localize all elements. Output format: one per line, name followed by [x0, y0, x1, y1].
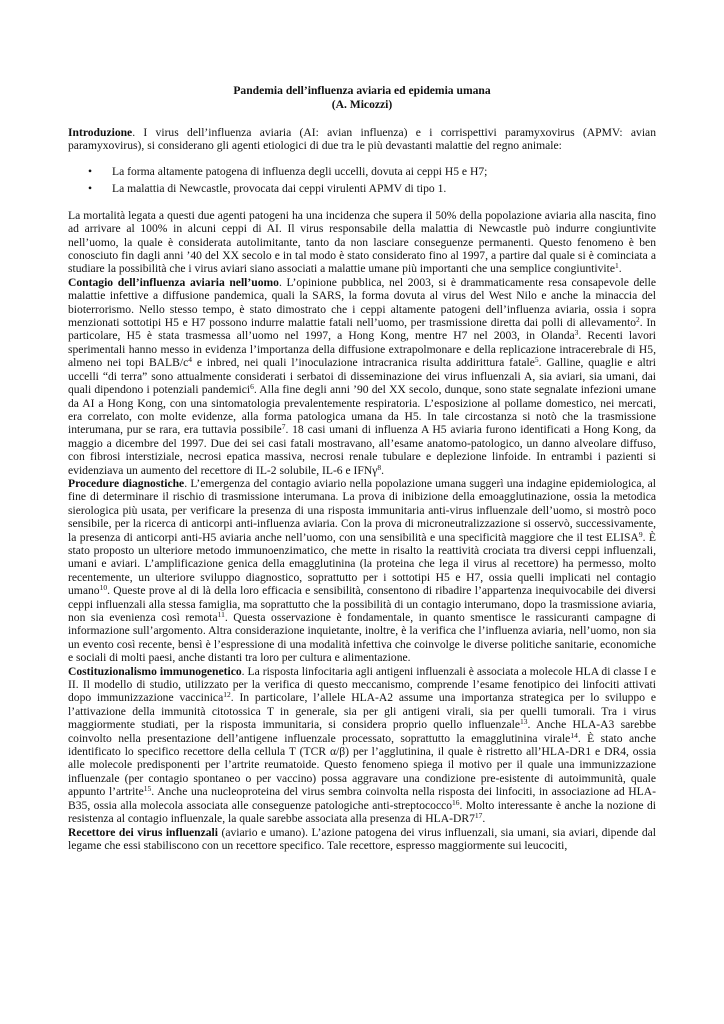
- costituzionalismo-paragraph: [68, 665, 656, 826]
- intro-heading: Introduzione: [68, 126, 133, 139]
- footnote-ref: 1: [615, 261, 619, 271]
- contagio-text: e inbred, nei quali l’inoculazione intracranica risulta addirittura fatale: [191, 356, 535, 370]
- procedure-text: . Queste prove al di là della loro efficacia e sensibilità, consentono di ribadire l’appartenza inequivocabile dei diversi ceppi influenzali alla stessa famiglia, ma soprattutto che la possibilità di un contagio interumano, dopo la trasmissione aviaria, non sia evenienza così remota: [68, 584, 656, 624]
- footnote-ref: 14: [570, 730, 578, 740]
- bullet-list: [68, 163, 656, 197]
- costituzionalismo-text: . Anche HLA-A3 sarebbe coinvolto nella presentazione dell’antigene influenzale processato, soprattutto la emagglutinina virale: [68, 718, 656, 745]
- footnote-ref: 2: [636, 315, 640, 325]
- procedure-paragraph: [68, 477, 656, 665]
- footnote-ref: 8: [377, 462, 382, 472]
- bullet-icon: •: [88, 164, 93, 178]
- mortality-paragraph: [68, 209, 656, 276]
- costituzionalismo-text: . È stato anche identificato lo specifico recettore della cellula T (TCR α/β) per l’agglutinina, il quale è ristretto all’HLA-DR1 e DR4, ossia alle molecole predisponenti per l’artrite reumatoide. Questo fenomeno spiega il motivo per il quale una immunizzazione influenzale (per contagio spontaneo o per vaccino) possa aggravare una condizione pre-esistente di autoimmunità, quale appunto l’artrite: [68, 731, 656, 799]
- costituzionalismo-text: . In particolare, l’allele HLA-A2 assume una importanza strategica per lo sviluppo e l’attivazione della immunità citotossica T in generale, sia per gli antigeni virali, sia per quelli tumorali. Tra i virus maggiormente studiati, per la risposta immunitaria, si considera proprio quello influenzale: [68, 691, 656, 732]
- intro-paragraph: [68, 126, 656, 153]
- contagio-end: .: [381, 463, 385, 477]
- intro-text: . I virus dell’influenza aviaria (AI: avian influenza) e i corrispettivi paramyxovirus (APMV: avian paramyxovirus), si considerano gli agenti etiologici di due tra le più devastanti malattie del regno animale:: [68, 126, 656, 153]
- mortality-end: .: [618, 262, 622, 276]
- footnote-ref: 13: [519, 717, 528, 727]
- footnote-ref: 11: [217, 610, 225, 619]
- footnote-ref: 3: [574, 328, 579, 338]
- title-block: [68, 84, 656, 112]
- document-author: (A. Micozzi): [331, 98, 393, 111]
- contagio-heading: Contagio dell’influenza aviaria nell’uomo: [68, 275, 279, 289]
- procedure-text: . L’emergenza del contagio aviario nella popolazione umana suggerì una indagine epidemiologica, al fine di determinare il rischio di trasmissione interumana. La prova di inibizione della emoagglutinazione, ossia la metodica sierologica più usata, per verificare la presenza di una risposta immunitaria anti-virus influenzale dell’uomo, si mostrò poco sensibile, per la ricerca di anticorpi anti-influenza aviaria. Con la prova di microneutralizzazione si osservò, successivamente, la presenza di anticorpi anti-H5 aviaria anche nell’uomo, con una sensibilità e una specificità maggiore che il test ELISA: [68, 476, 656, 544]
- mortality-text: La mortalità legata a questi due agenti patogeni ha una incidenza che supera il 50% della popolazione aviaria alla nascita, fino ad arrivare al 100% in alcuni ceppi di AI. Il virus responsabile della malattia di Newcastle può indurre congiuntivite nell’uomo, la quale è considerata autolimitante, tanto da non lasciare conseguenze permanenti. Questo fenomeno è ben conosciuto fin dagli anni ’40 del XX secolo e in tal modo è stato considerato fino al 1997, a partire dal quale si è cominciata a studiare la possibilità che i virus aviari siano associati a malattie umane più importanti che una semplice congiuntivite: [68, 208, 656, 276]
- costituzionalismo-text: . Anche una nucleoproteina del virus sembra coinvolta nella risposta dei linfociti, in associazione ad HLA-B35, ossia alla molecola associata alle conseguenze patologiche anti-streptococco: [68, 785, 656, 812]
- contagio-text: . Alla fine degli anni ’90 del XX secolo, dunque, sono state segnalate infezioni umane da AI a Hong Kong, con una sintomatologia prevalentemente respiratoria. L’esposizione al pollame domestico, nei mercati, era correlato, con molte evidenze, alla forma patologica umana da H5. In tale circostanza si notò che la trasmissione interumana, pur se rara, era tuttavia possibile: [68, 383, 656, 437]
- costituzionalismo-heading: Costituzionalismo immunogenetico: [68, 664, 242, 678]
- costituzionalismo-text: . La risposta linfocitaria agli antigeni influenzali è associata a molecole HLA di classe I e II. Il modello di studio, utilizzato per la verifica di questo meccanismo, comprende l’esame fenotipico dei linfociti attivati dopo immunizzazione vaccinica: [68, 664, 657, 705]
- footnote-ref: 10: [99, 583, 108, 593]
- recettore-paragraph: [68, 826, 656, 853]
- recettore-text: (aviario e umano). L’azione patogena dei virus influenzali, sia umani, sia aviari, dipende dal legame che essi stabiliscono con un recettore specifico. Tale recettore, espresso maggiormente sui leucociti,: [68, 825, 656, 852]
- recettore-heading: Recettore dei virus influenzali: [68, 825, 219, 839]
- procedure-text: . Questa osservazione è fondamentale, in quanto smentisce le rassicuranti campagne di informazione sull’argomento. Altra considerazione inquietante, inoltre, è la verifica che l’influenza aviaria, nell’uomo, non sia un evento così recente, bensì è l’espressione di una modalità infettiva che coinvolge le diverse politiche sanitarie, economiche e sociali di molti paesi, anche distanti tra loro per cultura e alimentazione.: [68, 611, 656, 665]
- contagio-text: . In particolare, H5 è stata trasmessa all’uomo nel 1997, a Hong Kong, mentre H7 nel 2003, in Olanda: [68, 316, 656, 343]
- contagio-text: . 18 casi umani di influenza A H5 aviaria furono identificati a Hong Kong, da maggio a dicembre del 1997. Due dei sei casi fatali mostravano, all’esame anatomo-patologico, un danno alveolare diffuso, con fibrosi interstiziale, necrosi epatica massiva, necrosi renale tubulare e deplezione linfoide. In entrambi i pazienti si evidenziava un aumento del recettore di IL-2 solubile, IL-6 e IFNγ: [68, 423, 656, 477]
- list-item-text: La malattia di Newcastle, provocata dai ceppi virulenti APMV di tipo 1.: [112, 181, 447, 195]
- footnote-ref: 4: [188, 355, 192, 365]
- procedure-text: . È stato proposto un ulteriore metodo immunoenzimatico, che mette in risalto la reattività crociata tra diversi ceppi influenzali, umani e aviari. L’amplificazione genica della emagglutinina (la proteina che lega il virus al recettore) ha permesso, molto recentemente, un ulteriore sviluppo diagnostico, soprattutto per i sottotipi H5 e H7, ossia quelli implicati nel contagio umano: [68, 530, 656, 598]
- contagio-text: . Galline, quaglie e altri uccelli “di terra” sono attualmente considerati i serbatoi di disseminazione dei virus influenzali A, sia aviari, sia umani, dai quali dipendono i potenziali pandemici: [68, 356, 656, 397]
- document-title: Pandemia dell’influenza aviaria ed epidemia umana: [233, 84, 491, 97]
- procedure-heading: Procedure diagnostiche: [68, 476, 185, 490]
- contagio-text: . Recenti lavori sperimentali hanno messo in evidenza l’importanza della diffusione extrapolmonare e della replicazione intracerebrale di H5, almeno nei topi BALB/c: [68, 329, 656, 370]
- list-item: [88, 163, 656, 180]
- footnote-ref: 5: [534, 355, 539, 365]
- footnote-ref: 7: [281, 422, 286, 432]
- list-item: [88, 180, 656, 197]
- footnote-ref: 6: [250, 382, 254, 392]
- footnote-ref: 12: [223, 690, 231, 700]
- footnote-ref: 16: [452, 797, 460, 807]
- contagio-text: . L’opinione pubblica, nel 2003, si è drammaticamente resa consapevole delle malattie infettive a diffusione pandemica, quali la SARS, la forma dovuta al virus del West Nilo e anche la minaccia del bioterrorismo. Nello stesso tempo, è stato dimostrato che i ceppi altamente patogeni dell’influenza aviaria, ossia i sopra menzionati sottotipi H5 e H7 possono indurre malattie fatali nell’uomo, per trasmissione diretta dai polli di allevamento: [68, 275, 656, 330]
- contagio-paragraph: [68, 276, 656, 477]
- footnote-ref: 9: [638, 529, 643, 539]
- list-item-text: La forma altamente patogena di influenza degli uccelli, dovuta ai ceppi H5 e H7;: [112, 164, 488, 178]
- costituzionalismo-text: . Molto interessante è anche la nozione di resistenza al contagio influenzale, la quale sarebbe associata alla presenza di HLA-DR7: [68, 798, 656, 826]
- footnote-ref: 15: [143, 784, 152, 794]
- bullet-icon: •: [88, 181, 93, 195]
- costituzionalismo-end: .: [482, 812, 486, 826]
- footnote-ref: 17: [474, 811, 483, 821]
